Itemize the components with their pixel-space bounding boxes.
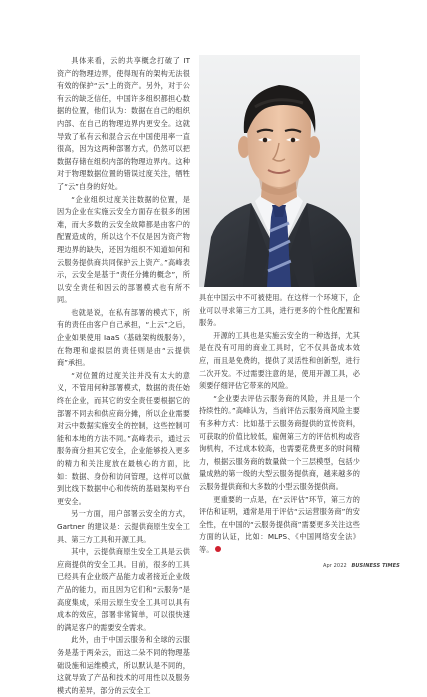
paragraph: 另一方面，用户部署云安全的方式，Gartner 的建议是：云提供商原生安全工具、第三方工具和开源工具。 (57, 509, 190, 544)
paragraph-text: 更重要的一点是，在“云评估”环节，第三方的评估和证明，通常是用于评估“云运营服务商”的安全性，在中国的“云服务提供商”需要更多关注这些方面的认证，比如：MLPS、《中国网络安全法》等。 (199, 494, 360, 554)
issue-date: Apr 2022 (323, 563, 347, 569)
magazine-name: BUSINESS TIMES (351, 563, 400, 569)
paragraph: “企业要去评估云服务商的风险，并且是一个持续性的。”高峰认为，当前评估云服务商风险主要有多种方式：比如基于云服务商提供的宣传资料，可获取的价值比较低，雇佣第三方的评估机构或咨询机构，不过成本较高，也需要花费更多的时间精力，根据云服务商的数量做一个三层模型，包括少量成熟的第一级的大型云服务提供商，越来越多的云服务提供商和大多数的小型云服务提供商。 (199, 393, 360, 491)
portrait-photo (199, 55, 360, 287)
paragraph: 此外，由于中国云服务和全球的云服务是基于两朵云，而这二朵不同的物理基础设施和运维模式，所以默认是不同的，这就导致了产品和技术的可用性以及服务模式的差异，部分的云安全工 (57, 635, 190, 695)
paragraph: 开源的工具也是实施云安全的一种选择，尤其是在没有可用的商业工具时，它不仅具备成本效应，而且是免费的，提供了灵活性和创新型，进行二次开发。不过需要注意的是，使用开源工具，必须要仔细评估它带来的风险。 (199, 330, 360, 391)
portrait-illustration (199, 55, 360, 287)
paragraph: 也就是说，在私有部署的模式下，所有的责任由客户自己承担，“上云”之后，企业如果使用 IaaS（基础架构级服务），在物理和虚拟层的责任则是由“云提供商”承担。 (57, 307, 190, 368)
paragraph: “企业组织过度关注数据的位置，是因为企业在实施云安全方面存在很多的困难，而大多数的云安全故障都是由客户的配置造成的，所以这个不仅是因为资产物理边界的缺失，还因为组织不知道如何和云服务提供商共同保护云上资产。”高峰表示，云安全是基于“责任分摊的概念”，所以安全责任和因云的部署模式也有所不同。 (57, 194, 190, 305)
left-text-column (57, 55, 190, 697)
end-of-article-dot-icon (215, 546, 221, 552)
paragraph: 其中，云提供商原生安全工具是云供应商提供的安全工具。目前，很多的工具已经具有企业级产品能力或者接近企业级产品的能力，而且因为它们和“云服务”是高度集成，采用云原生安全工具可以具有成本的效应，部署非常简单，可以很快速的满足客户的需要安全需求。 (57, 547, 190, 632)
paragraph: 具在中国云中不可被使用。在这样一个环境下，企业可以寻求第三方工具，进行更多的个性化配置和服务。 (199, 293, 360, 328)
paragraph: “对位置的过度关注并没有太大的意义，不管用何种部署模式，数据的责任始终在企业，而其它的安全责任要根据它的部署不同去和供应商分摊，所以企业需要对云中数据实施安全的控制，这些控制可能和本地的方法不同。”高峰表示，通过云服务商分担其它安全，企业能够投入更多的精力和关注度放在最核心的方面，比如：数据、身份和访问管理，这样可以做到比线下数据中心和传统的基础架构平台更安全。 (57, 370, 190, 506)
right-text-column (199, 292, 360, 556)
page-footer (323, 563, 400, 569)
paragraph: 具体来看，云的共享概念打破了 IT 资产的物理边界，使得现有的架构无法很有效的保护“云”上的资产。另外，对于公有云的缺乏信任，中国许多组织都担心数据的位置，他们认为：数据在自己的组织内部、在自己的物理边界内更安全。这就导致了私有云和混合云在中国使用率一直很高，因为这两种部署方式，仍然可以把数据存储在组织内部的物理边界内。这种对于物理数据位置的错误过度关注，牺牲了“云”自身的好处。 (57, 56, 190, 191)
paragraph (199, 494, 360, 557)
